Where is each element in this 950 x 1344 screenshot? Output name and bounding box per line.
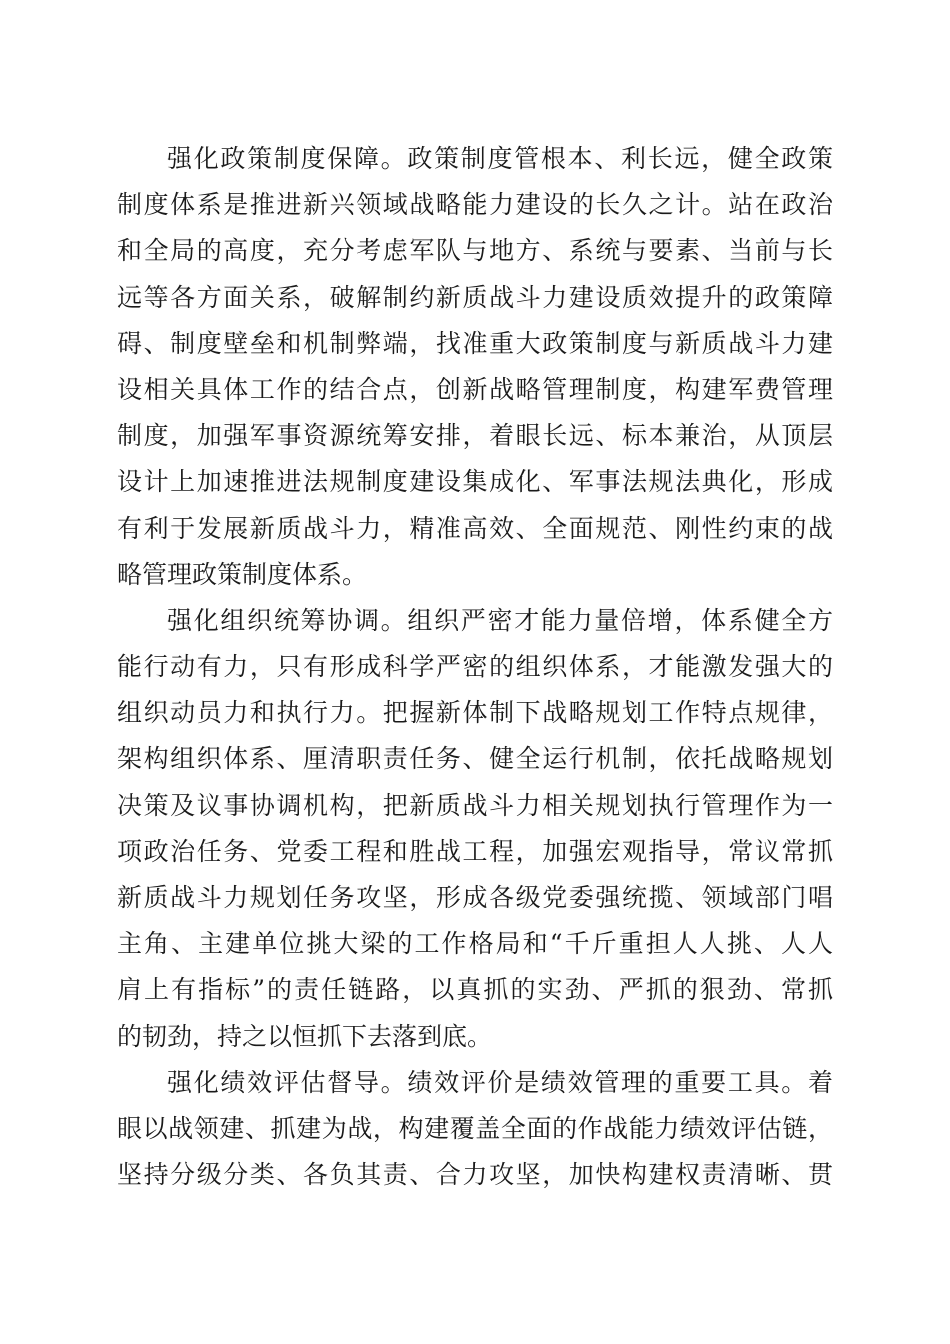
paragraph-policy-line-5: 碍、制度壁垒和机制弊端，找准重大政策制度与新质战斗力建 (117, 328, 833, 358)
paragraph-policy-line-4: 远等各方面关系，破解制约新质战斗力建设质效提升的政策障 (117, 282, 833, 312)
paragraph-policy-line-9: 有利于发展新质战斗力，精准高效、全面规范、刚性约束的战 (117, 513, 833, 543)
paragraph-policy-line-3: 和全局的高度，充分考虑军队与地方、系统与要素、当前与长 (117, 236, 833, 266)
paragraph-organization-line-1: 强化组织统筹协调。组织严密才能力量倍增，体系健全方 (167, 605, 833, 635)
paragraph-organization-line-6: 项政治任务、党委工程和胜战工程，加强宏观指导，常议常抓 (117, 836, 833, 866)
paragraph-policy-line-8: 设计上加速推进法规制度建设集成化、军事法规法典化，形成 (117, 467, 833, 497)
paragraph-policy-line-7: 制度，加强军事资源统筹安排，着眼长远、标本兼治，从顶层 (117, 421, 833, 451)
paragraph-organization-line-8: 主角、主建单位挑大梁的工作格局和“千斤重担人人挑、人人 (117, 929, 833, 959)
paragraph-organization-line-5: 决策及议事协调机构，把新质战斗力相关规划执行管理作为一 (117, 790, 833, 820)
paragraph-organization-line-4: 架构组织体系、厘清职责任务、健全运行机制，依托战略规划 (117, 744, 833, 774)
paragraph-policy-line-2: 制度体系是推进新兴领域战略能力建设的长久之计。站在政治 (117, 190, 833, 220)
paragraph-policy-line-1: 强化政策制度保障。政策制度管根本、利长远，健全政策 (167, 144, 833, 173)
paragraph-organization-line-2: 能行动有力，只有形成科学严密的组织体系，才能激发强大的 (117, 652, 833, 682)
paragraph-performance-line-1: 强化绩效评估督导。绩效评价是绩效管理的重要工具。着 (167, 1067, 833, 1097)
paragraph-organization-line-9: 肩上有指标”的责任链路，以真抓的实劲、严抓的狠劲、常抓 (117, 975, 833, 1005)
paragraph-organization-line-3: 组织动员力和执行力。把握新体制下战略规划工作特点规律， (117, 698, 833, 728)
paragraph-policy-line-10: 略管理政策制度体系。 (117, 559, 368, 589)
paragraph-organization-line-7: 新质战斗力规划任务攻坚，形成各级党委强统揽、领域部门唱 (117, 883, 833, 912)
paragraph-performance-line-3: 坚持分级分类、各负其责、合力攻坚，加快构建权责清晰、贯 (117, 1160, 833, 1190)
paragraph-policy-line-6: 设相关具体工作的结合点，创新战略管理制度，构建军费管理 (117, 374, 833, 404)
document-body (117, 136, 833, 1198)
paragraph-performance-line-2: 眼以战领建、抓建为战，构建覆盖全面的作战能力绩效评估链， (117, 1113, 833, 1143)
paragraph-organization-line-10: 的韧劲，持之以恒抓下去落到底。 (117, 1021, 493, 1051)
